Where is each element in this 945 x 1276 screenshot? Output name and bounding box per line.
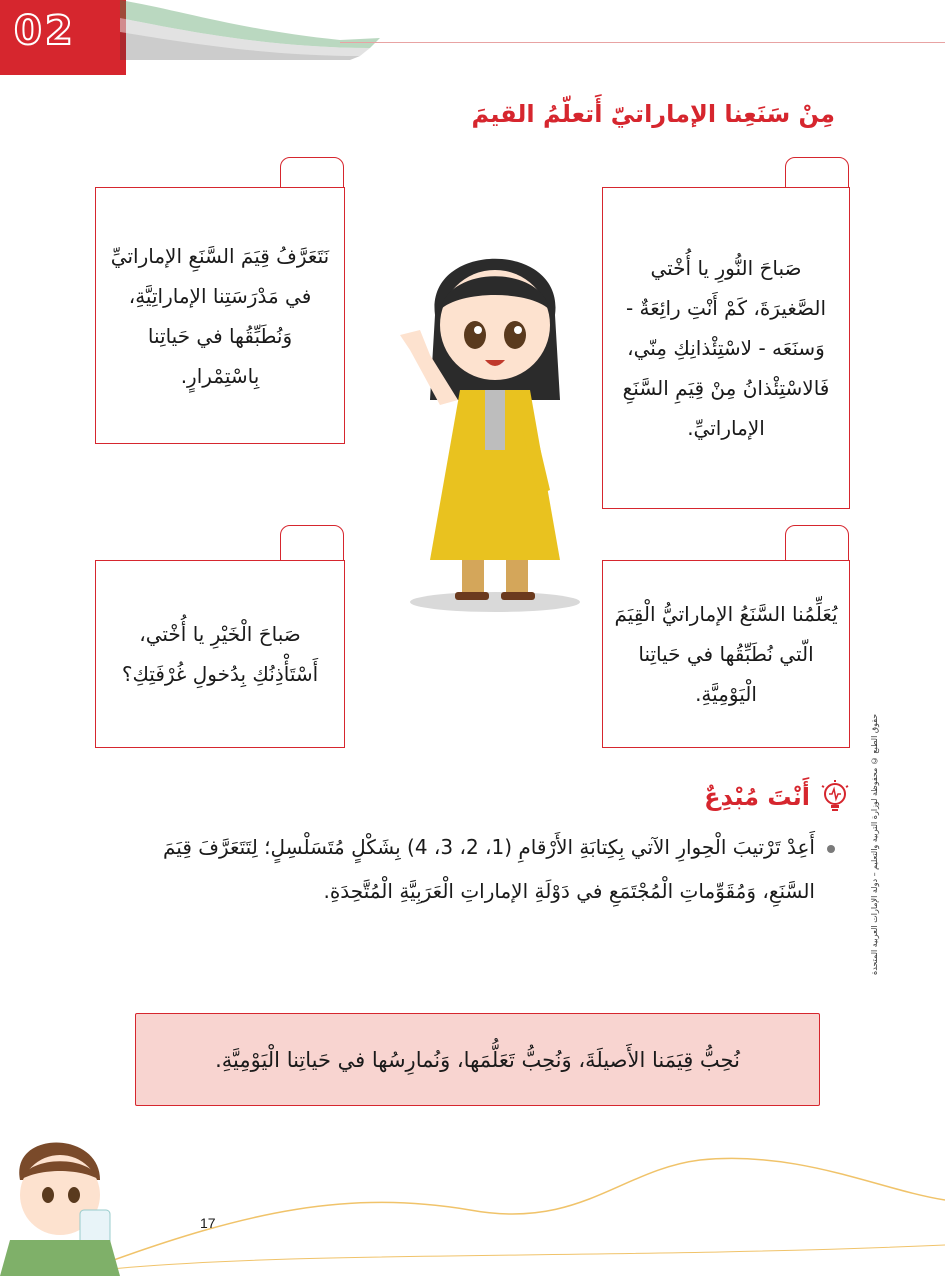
lesson-badge — [0, 0, 126, 75]
bullet-point — [827, 845, 835, 853]
dialogue-text: يُعَلِّمُنا السَّنَعُ الإماراتيُّ الْقِيَمَ الّتي نُطَبِّقُها في حَياتِنا الْيَوْمِيَّةِ. — [614, 602, 838, 706]
instruction-text: أَعِدْ تَرْتيبَ الْحِوارِ الآتي بِكِتابَةِ الأَرْقامِ (1، 2، 3، 4) بِشَكْلٍ مُتَسَلْسِلٍ؛ لِتَتَعَرَّفَ قِيَمَ السَّنَعِ، وَمُقَوِّماتِ الْمُجْتَمَعِ في دَوْلَةِ الإماراتِ الْعَرَبِيَّةِ الْمُتَّحِدَةِ. — [162, 835, 815, 903]
dialogue-card-top-right — [602, 187, 850, 509]
copyright-note: حقوق الطبع © محفوظة لوزارة التربية والتعليم – دولة الإمارات العربية المتحدة — [870, 713, 879, 975]
dialogue-card-bottom-left — [95, 560, 345, 748]
dialogue-card-bottom-right — [602, 560, 850, 748]
value-statement-box — [135, 1013, 820, 1106]
section-heading — [704, 780, 850, 814]
uae-flag-ribbon — [120, 0, 380, 60]
value-statement: نُحِبُّ قِيَمَنا الأَصيلَةَ، وَنُحِبُّ تَعَلُّمَها، وَنُمارِسُها في حَياتِنا الْيَوْمِيَّةِ. — [215, 1047, 740, 1072]
dialogue-text: صَباحَ الْخَيْرِ يا أُخْتي، أَسْتَأْذِنُكِ بِدُخولِ غُرْفَتِكِ؟ — [121, 622, 319, 686]
dialogue-text: نَتَعَرَّفُ قِيَمَ السَّنَعِ الإماراتيِّ في مَدْرَسَتِنا الإماراتِيَّةِ، وَنُطَبِّقُها في حَياتِنا بِاسْتِمْرارٍ. — [110, 243, 330, 388]
lesson-number: 02 — [14, 8, 76, 54]
drinking-boy-illustration — [0, 1130, 140, 1276]
dialogue-text: صَباحَ النُّورِ يا أُخْتي الصَّغيرَةَ، كَمْ أَنْتِ رائِعَةٌ - وَسنَعَه - لاسْتِئْذانِكِ مِنّي، فَالاسْتِئْذانُ مِنْ قِيَمِ السَّنَعِ الإماراتيِّ. — [622, 256, 830, 440]
section-title: أَنْتَ مُبْدِعٌ — [704, 783, 810, 811]
page-number: 17 — [200, 1215, 216, 1231]
waving-girl-illustration — [400, 230, 590, 620]
footer-decoration — [0, 1150, 945, 1276]
header-divider — [340, 42, 945, 43]
lightbulb-icon — [820, 780, 850, 814]
dialogue-card-top-left — [95, 187, 345, 444]
lesson-title: مِنْ سَنَعِنا الإماراتيّ أَتعلّمُ القيمَ — [471, 100, 835, 128]
